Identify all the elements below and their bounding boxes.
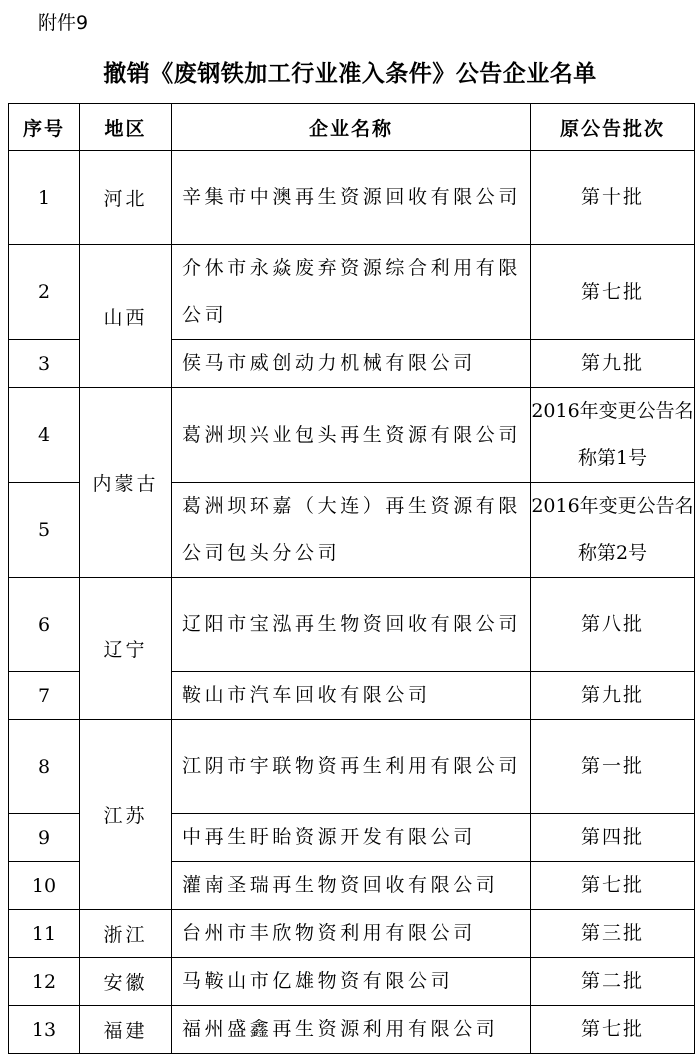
row-serial: 4	[9, 388, 80, 483]
original-batch: 第三批	[531, 910, 695, 958]
header-serial: 序号	[9, 104, 80, 151]
table-row	[9, 1006, 695, 1054]
company-name: 马鞍山市亿雄物资有限公司	[172, 958, 531, 1006]
row-serial: 2	[9, 245, 80, 340]
region-cell: 山西	[80, 245, 172, 388]
table-row	[9, 578, 695, 672]
row-serial: 10	[9, 862, 80, 910]
original-batch: 第七批	[531, 245, 695, 340]
company-name: 江阴市宇联物资再生利用有限公司	[172, 720, 531, 814]
table-row	[9, 151, 695, 245]
original-batch: 第十批	[531, 151, 695, 245]
region-cell: 安徽	[80, 958, 172, 1006]
company-name: 侯马市威创动力机械有限公司	[172, 340, 531, 388]
row-serial: 13	[9, 1006, 80, 1054]
row-serial: 8	[9, 720, 80, 814]
original-batch: 第七批	[531, 1006, 695, 1054]
original-batch: 第一批	[531, 720, 695, 814]
row-serial: 5	[9, 483, 80, 578]
region-cell: 福建	[80, 1006, 172, 1054]
header-region: 地区	[80, 104, 172, 151]
row-serial: 3	[9, 340, 80, 388]
row-serial: 7	[9, 672, 80, 720]
original-batch: 第八批	[531, 578, 695, 672]
company-name: 介休市永焱废弃资源综合利用有限公司	[172, 245, 531, 340]
region-cell: 内蒙古	[80, 388, 172, 578]
region-cell: 浙江	[80, 910, 172, 958]
row-serial: 9	[9, 814, 80, 862]
attachment-label: 附件9	[38, 12, 89, 34]
company-name: 葛洲坝兴业包头再生资源有限公司	[172, 388, 531, 483]
company-name: 福州盛鑫再生资源利用有限公司	[172, 1006, 531, 1054]
original-batch: 2016年变更公告名称第1号	[531, 388, 695, 483]
company-name: 辛集市中澳再生资源回收有限公司	[172, 151, 531, 245]
enterprise-table	[8, 103, 695, 1054]
original-batch: 2016年变更公告名称第2号	[531, 483, 695, 578]
document-title: 撤销《废钢铁加工行业准入条件》公告企业名单	[103, 60, 597, 87]
original-batch: 第二批	[531, 958, 695, 1006]
company-name: 灌南圣瑞再生物资回收有限公司	[172, 862, 531, 910]
region-cell: 辽宁	[80, 578, 172, 720]
row-serial: 11	[9, 910, 80, 958]
header-original-batch: 原公告批次	[531, 104, 695, 151]
original-batch: 第九批	[531, 340, 695, 388]
company-name: 辽阳市宝泓再生物资回收有限公司	[172, 578, 531, 672]
company-name: 台州市丰欣物资利用有限公司	[172, 910, 531, 958]
header-company-name: 企业名称	[172, 104, 531, 151]
company-name: 鞍山市汽车回收有限公司	[172, 672, 531, 720]
table-row	[9, 958, 695, 1006]
table-row	[9, 245, 695, 340]
row-serial: 6	[9, 578, 80, 672]
table-row	[9, 388, 695, 483]
original-batch: 第四批	[531, 814, 695, 862]
original-batch: 第七批	[531, 862, 695, 910]
table-row	[9, 910, 695, 958]
region-cell: 江苏	[80, 720, 172, 910]
table-header-row	[9, 104, 695, 151]
region-cell: 河北	[80, 151, 172, 245]
row-serial: 1	[9, 151, 80, 245]
original-batch: 第九批	[531, 672, 695, 720]
company-name: 葛洲坝环嘉（大连）再生资源有限公司包头分公司	[172, 483, 531, 578]
row-serial: 12	[9, 958, 80, 1006]
table-row	[9, 720, 695, 814]
company-name: 中再生盱眙资源开发有限公司	[172, 814, 531, 862]
